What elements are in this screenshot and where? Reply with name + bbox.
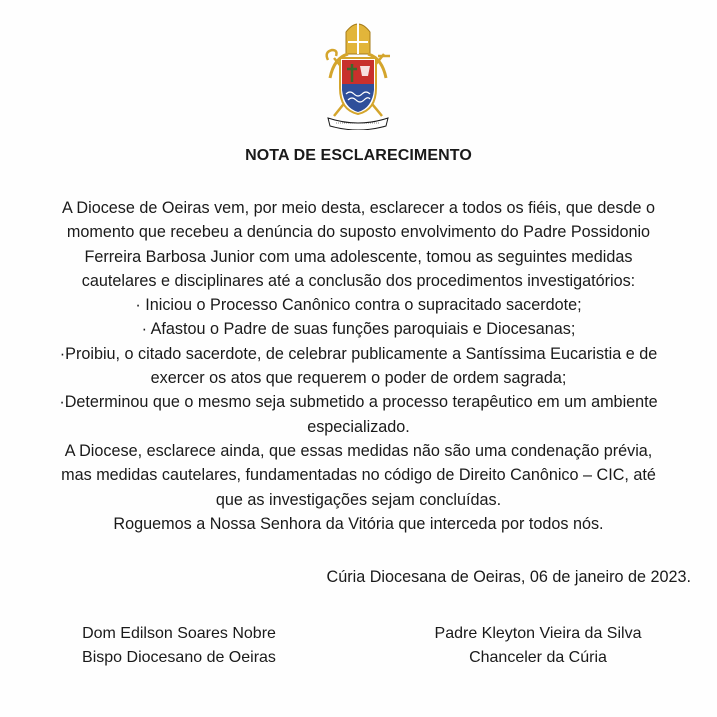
body-line: mas medidas cautelares, fundamentadas no código de Direito Canônico – CIC, até bbox=[61, 466, 656, 485]
list-item: · Afastou o Padre de suas funções paroquiais e Diocesanas; bbox=[141, 320, 576, 339]
body-line: momento que recebeu a denúncia do suposto envolvimento do Padre Possidonio bbox=[66, 223, 651, 242]
list-item: ·Determinou que o mesmo seja submetido a processo terapêutico em um ambiente bbox=[59, 393, 658, 412]
signature-chancellor bbox=[420, 622, 656, 670]
signature-name: Padre Kleyton Vieira da Silva bbox=[434, 625, 642, 642]
signature-bishop bbox=[70, 622, 288, 670]
page-title: NOTA DE ESCLARECIMENTO bbox=[245, 147, 472, 164]
body-line: A Diocese de Oeiras vem, por meio desta, esclarecer a todos os fiéis, que desde o bbox=[62, 199, 655, 217]
body-line: cautelares e disciplinares até a conclusão dos procedimentos investigatórios: bbox=[81, 271, 636, 290]
closing-prayer: Roguemos a Nossa Senhora da Vitória que interceda por todos nós. bbox=[113, 514, 604, 533]
signature-name: Dom Edilson Soares Nobre bbox=[82, 625, 276, 642]
signature-role: Chanceler da Cúria bbox=[469, 649, 607, 666]
diocese-coat-of-arms bbox=[322, 18, 394, 130]
body-line: A Diocese, esclarece ainda, que essas medidas não são uma condenação prévia, bbox=[64, 441, 653, 460]
body-line: Ferreira Barbosa Junior com uma adolescente, tomou as seguintes medidas bbox=[84, 247, 633, 266]
date-line: Cúria Diocesana de Oeiras, 06 de janeiro de 2023. bbox=[326, 568, 691, 586]
list-item: · Iniciou o Processo Canônico contra o supracitado sacerdote; bbox=[135, 296, 582, 315]
body-line: que as investigações sejam concluídas. bbox=[215, 490, 502, 509]
statement-body bbox=[20, 196, 697, 536]
body-line: especializado. bbox=[307, 417, 410, 436]
signature-role: Bispo Diocesano de Oeiras bbox=[82, 649, 276, 666]
body-line: exercer os atos que requerem o poder de ordem sagrada; bbox=[150, 369, 567, 388]
diocese-coat-of-arms-icon bbox=[322, 18, 394, 130]
list-item: ·Proibiu, o citado sacerdote, de celebrar publicamente a Santíssima Eucaristia e de bbox=[59, 344, 658, 363]
